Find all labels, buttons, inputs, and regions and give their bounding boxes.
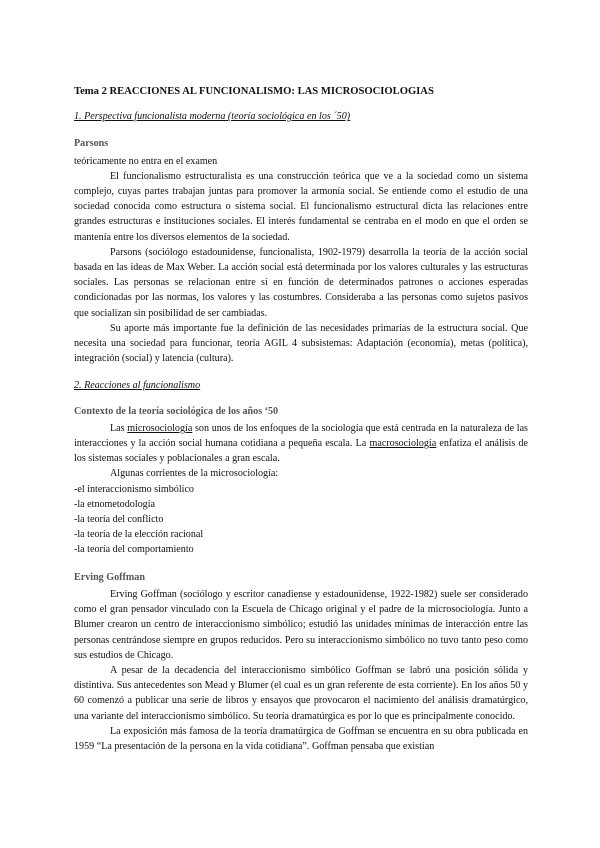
section1-paragraph-1: El funcionalismo estructuralista es una construcción teórica que ve a la sociedad como un sistema complejo, cuyas partes trabajan juntas para promover la armonía social. Se entiende como el estudio de una sociedad conocida como estructura o sistema social. El funcionalismo estructural dicta las relaciones entre grandes estructuras e instituciones sociales. El interés fundamental se centraba en el modo en que el orden se mantenía entre los diversos elementos de la sociedad. [74,170,528,243]
section2-heading: 2. Reacciones al funcionalismo [74,380,201,392]
list-item: -la etnometodología [74,498,156,510]
list-item: -la teoría de la elección racional [74,529,204,541]
list-item: -el interaccionismo simbólico [74,483,194,495]
context-text-b: son unos de los enfoques de la sociología que está centrada en la naturaleza de las interacciones y la acción social humana cotidiana a pequeña escala. La [74,422,528,450]
context-text-a: Las [110,422,128,434]
exam-note: teóricamente no entra en el examen [74,155,218,167]
goffman-heading: Erving Goffman [74,571,145,583]
term-macrosociologia: macrosociología [369,438,437,450]
currents-list [74,482,528,558]
section1-paragraph-2: Parsons (sociólogo estadounidense, funcionalista, 1902-1979) desarrolla la teoría de la acción social basada en las ideas de Max Weber. La acción social está determinada por los valores culturales y las estructuras sociales. Las personas se relacionan entre sí en función de determinados patrones o acciones esperadas condicionadas por las normas, los valores y las costumbres. Consideraba a las personas como sujetos pasivos que socializan sin posibilidad de ser cambiadas. [74,246,528,319]
document-page [74,84,528,754]
term-microsociologia: microsociología [127,422,193,434]
section1-heading: 1. Perspectiva funcionalista moderna (teoría sociológica en los ´50) [74,111,351,123]
list-item: -la teoría del comportamiento [74,544,194,556]
list-item: -la teoría del conflicto [74,514,164,526]
parsons-heading: Parsons [74,138,109,150]
goffman-paragraph-2: A pesar de la decadencia del interaccionismo simbólico Goffman se labró una posición sólida y distintiva. Sus antecedentes son Mead y Blumer (el cual es un gran referente de esta corriente). En los años 50 y 60 comenzó a publicar una serie de libros y ensayos que provocaron el nacimiento del análisis dramatúrgico, una variante del interaccionismo simbólico. Su teoría dramatúrgica es por lo que es principalmente conocido. [74,664,528,722]
currents-intro: Algunas corrientes de la microsociología: [110,468,279,480]
context-heading: Contexto de la teoría sociológica de los años ‘50 [74,405,279,417]
section1-paragraph-3: Su aporte más importante fue la definición de las necesidades primarias de la estructura social. Que necesita una sociedad para funcionar, teoría AGIL 4 subsistemas: Adaptación (economía), metas (política), integración (social) y latencia (cultura). [74,322,528,365]
document-title: Tema 2 REACCIONES AL FUNCIONALISMO: LAS MICROSOCIOLOGIAS [74,86,434,97]
context-paragraph [74,421,528,467]
goffman-paragraph-3: La exposición más famosa de la teoría dramatúrgica de Goffman se encuentra en su obra publicada en 1959 “La presentación de la persona en la vida cotidiana”. Goffman pensaba que existían [74,725,528,752]
context-text-c: enfatiza el análisis de los sistemas sociales y poblacionales a gran escala. [74,438,529,465]
goffman-paragraph-1: Erving Goffman (sociólogo y escritor canadiense y estadounidense, 1922-1982) suele ser considerado como el gran pensador vinculado con la Escuela de Chicago original y el padre de la microsociología. Junto a Blumer crearon un centro de interaccionismo simbólico; estudió las unidades mínimas de interacción entre las personas centrándose siempre en grupos reducidos. Pero su interaccionismo simbólico no tuvo tanto peso como sus estudios de Chicago. [74,588,528,661]
